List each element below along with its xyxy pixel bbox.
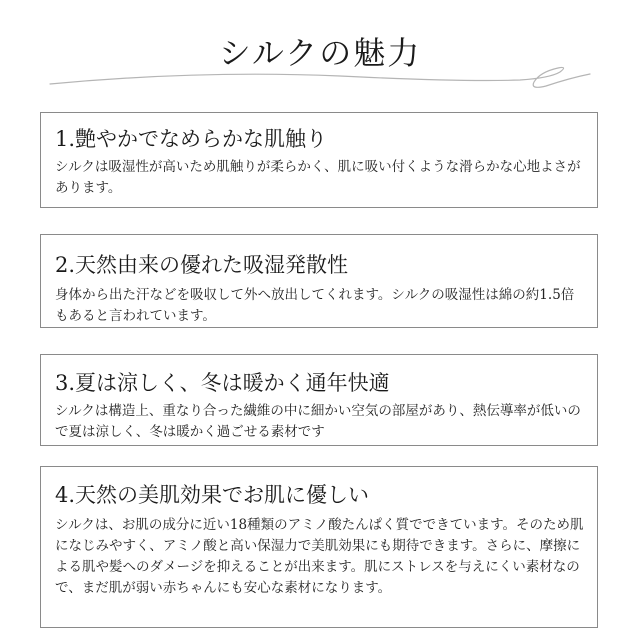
feature-card-4	[40, 466, 598, 628]
feature-body-3: シルクは構造上、重なり合った繊維の中に細かい空気の部屋があり、熱伝導率が低いので夏は涼しく、冬は暖かく過ごせる素材です	[55, 403, 581, 440]
page-title: シルクの魅力	[218, 34, 422, 72]
feature-body-4: シルクは、お肌の成分に近い18種類のアミノ酸たんぱく質でできています。そのため肌になじみやすく、アミノ酸と高い保湿力で美肌効果にも期待できます。さらに、摩擦による肌や髪へのダメージを抑えることが出来ます。肌にストレスを与えにくい素材なので、まだ肌が弱い赤ちゃんにも安心な素材になります。	[55, 517, 584, 596]
feature-heading-2: 2.天然由来の優れた吸湿発散性	[55, 253, 349, 277]
feature-heading-4: 4.天然の美肌効果でお肌に優しい	[55, 483, 370, 507]
feature-card-2	[40, 234, 598, 328]
feature-card-3	[40, 354, 598, 446]
feature-body-2: 身体から出た汗などを吸収して外へ放出してくれます。シルクの吸湿性は綿の約1.5倍もあると言われています。	[55, 287, 575, 324]
flourish-line	[50, 68, 590, 88]
title-flourish-ornament	[40, 62, 600, 102]
feature-card-1	[40, 112, 598, 208]
feature-heading-1: 1.艶やかでなめらかな肌触り	[55, 127, 328, 151]
feature-body-1: シルクは吸湿性が高いため肌触りが柔らかく、肌に吸い付くような滑らかな心地よさがあります。	[55, 159, 581, 196]
feature-heading-3: 3.夏は涼しく、冬は暖かく通年快適	[55, 371, 390, 395]
